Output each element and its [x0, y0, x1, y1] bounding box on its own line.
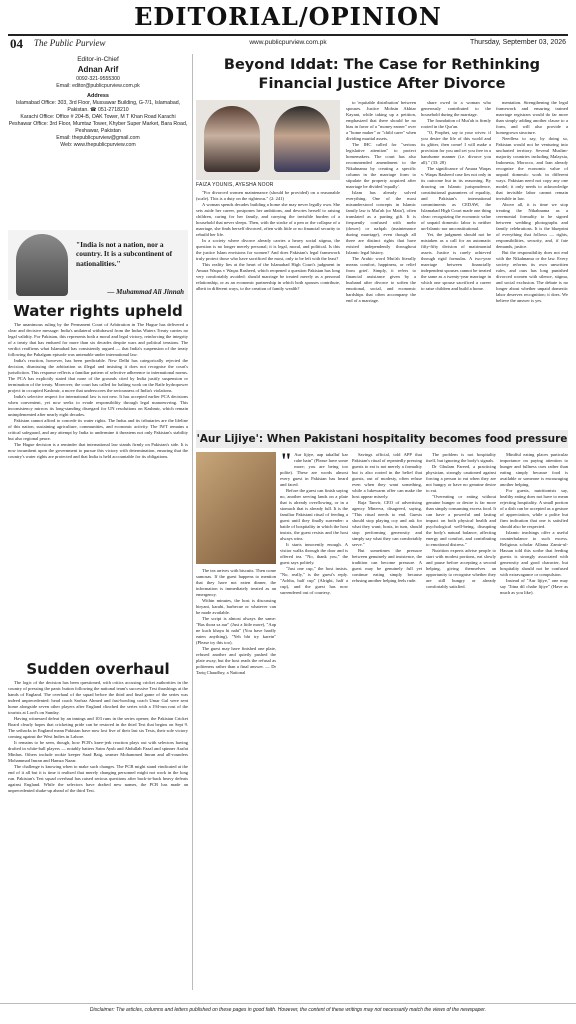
water-rights-headline: Water rights upheld: [13, 302, 183, 320]
address-heading: Address: [86, 92, 109, 99]
sudden-overhaul-body: [8, 680, 188, 998]
paragraph: A woman spends decades building a home she may never legally own. She sets aside her career, postpones her ambitions, and devotes herself to raising children, caring for her family, and carrying the invisible burden of a household that never sleeps. Then, with the stroke of a pen or the collapse of a marriage, she finds herself divorced, often with little or no financial security to rebuild her life.: [196, 202, 340, 237]
paragraph: mentation. Strengthening the legal framework and ensuring trained marriage registrars would do far more than simply adding another clause to a form, and will also provide a homegrown structure.: [496, 100, 568, 135]
paragraph: share owed to a woman who generously contributed to the household during the marriage.: [421, 100, 491, 117]
aur-lijiye-col1: [280, 452, 348, 998]
author-photo: [274, 106, 330, 172]
paragraph: But sometimes the pressure between genuinely and insistence, the tradition can become pressure. A guest may be genuinely full yet continue eating simply because refusing another helping feels rude.: [352, 548, 422, 583]
paragraph: In a society where divorce already carries a heavy social stigma, the question is no longer merely personal; it is legal, moral, and political. Is this the justice Islam envisions for women? And does Pakistan's legal framework truly protect those who have sacrificed the most, only to be left with the least?: [196, 238, 340, 261]
paragraph: The foundation of Mut'ah is firmly rooted in the Qur'an.: [421, 118, 491, 129]
peshawar-office: Peshawar Office: 3rd Floor, Mumtaz Tower, Khyber Super Market, Bara Road, Peshawar, Pakistan: [8, 121, 188, 135]
contact-email[interactable]: Email: thepublicpurview@gmail.com: [56, 135, 140, 142]
paragraph: For guests, nutritionists say, healthy eating does not have to mean rejecting hospitality. A small portion of a dish can be accepted as a gesture of appreciation, while a polite but firm indication that one is satisfied should also be respected.: [500, 488, 568, 529]
aur-lijiye-col2: [196, 568, 276, 998]
food-photo: [196, 452, 276, 564]
paragraph: "Overeating or eating without genuine hunger or desire is far more than simply consuming excess food. It can have a powerful and lasting impact on both physical health and psychological well-being, disrupting the body's natural balance, affecting energy and comfort, and contributing to emotional distress.": [426, 494, 496, 547]
paragraph: Needless to say, by doing so, Pakistan would not be venturing into uncharted territory. Several Muslim-majority countries including Malaysia, Indonesia, Morocco, and Iran already recognize the economic value of unpaid domestic work in different ways. Pakistan need not copy any one model; it only needs to acknowledge that invisible labor cannot remain invisible in law.: [496, 136, 568, 201]
islamabad-office: Islamabad Office: 303, 3rd Floor, Mussawar Building, G-7/1, Islamabad, Pakistan. ☎ 051-2718210: [15, 100, 181, 114]
paragraph: The logic of the decision has been questioned, with critics accusing cricket authorities in the country of pressing the panic button following the national team's successive Test thrashings at the hands of England. The overhaul of the squad before the third and final game of the series was indeed unprecedented: head coach Sarfraz Ahmed and fast-bowling coach Umar Gul were sent home alongside seven other players after England clinched the series with a 194-run rout of the tourists at Lord's on Sunday.: [8, 680, 188, 715]
section-title: EDITORIAL/OPINION: [134, 2, 442, 31]
editor-email[interactable]: Email: editor@publicpurview.com.pk: [56, 82, 140, 89]
paragraph: The challenge is knowing when to make such changes. The PCB might stand vindicated at the end of it all but it is time it realised that merely changing personnel might not work in the long run. Pakistan's Test squad overhaul has raised serious questions after back-to-back heavy defeats against England. While the selectors have drafted new names, the PCB has made an unprecedented shake-up ahead of the third Test.: [8, 764, 188, 793]
main-article-col1: [196, 190, 340, 426]
paragraph: Instead of "Aur lijiye," one may say "Jitna dil chahe lijiye" (Have as much as you like).: [500, 578, 568, 595]
masthead-rule: [8, 34, 568, 36]
left-sidebar: [8, 54, 188, 149]
paragraph: The tea arrives with biscuits. Then come samosas. If the guest happens to mention that they have not eaten dinner, the information is immediately treated as an emergency.: [196, 568, 276, 597]
karachi-office: Karachi Office: Office # 204-B, OAK Tower, M T Khan Road Karachi: [20, 114, 176, 121]
issue-date: Thursday, September 03, 2026: [470, 39, 566, 46]
main-headline: Beyond Iddat: The Case for Rethinking Financial Justice After Divorce: [223, 57, 541, 92]
paragraph: Mindful eating places particular importance on paying attention to hunger and fullness cues rather than eating simply because food is available or someone is encouraging another helping.: [500, 452, 568, 487]
paragraph: Before the guest can finish saying no, another serving lands on a plate that is already overflowing, or in a stomach that is already full. It is the familiar Pakistani ritual of feeding a guest until they finally surrender: a battle of hospitality in which the host insists, the guest resists and the host always wins.: [280, 488, 348, 541]
disclaimer: Disclaimer: The articles, columns and letters published on these pages in good faith. However, the content of these writings may not necessarily match the views of the newspaper.: [0, 1003, 576, 1013]
paragraph: Pakistan cannot afford to concede its water rights. The Indus and its tributaries are the lifeline of this nation, sustaining agriculture, communities, and economic activity. The IWT remains a critical safeguard, and any attempt by India to undermine it threatens not only Pakistan's stability but also regional peace.: [8, 418, 188, 441]
paragraph: The script is almost always the same: "Bas thora sa aur" (Just a little more), "Aap ne kuch khaya hi nahi" (You have hardly eaten anything), "Yeh bhi try karein" (Please try this too).: [196, 616, 276, 645]
authors-photo: [196, 100, 340, 180]
paragraph: This reality lies at the heart of the Islamabad High Court's judgment in Amara Waqas v Waqas Rasheed, which reopened a question Pakistan has long very comfortably avoided: should marriage be treated merely as a personal relationship, or as an economic partnership in which both spouses contribute, albeit in different ways, to the creation of family wealth?: [196, 262, 340, 291]
paragraph: The significance of Amara Waqas v. Waqas Rasheed case lies not only in its outcome but in its reasoning. By drawing on Islamic jurisprudence, constitutional guarantees of equality, and Pakistan's international commitments as CEDAW, the Islamabad High Court made one thing clear: recognizing the economic value of unpaid domestic labor is neither un-Islamic nor unconstitutional.: [421, 166, 491, 231]
aur-lijiye-headline: 'Aur Lijiye': When Pakistani hospitality becomes food pressure: [196, 430, 568, 448]
paragraph: India's reaction, however, has been predictable. New Delhi has categorically rejected the decision, dismissing the arbitration as illegal and insisting it does not recognise the court's jurisdiction. This response reflects a familiar pattern of selective adherence to international norms. The PCA has explicitly stated that none of the grounds cited by India justify suspension or termination of the treaty. Moreover, the court has called for halting work on the Ratle hydropower project in occupied Kashmir, a move that underscores the seriousness of India's violations.: [8, 358, 188, 393]
column-divider: [192, 54, 193, 990]
paragraph: Savings official, told APP that Pakistan's ritual of repeatedly pressing guests to eat is not merely a formality but is also rooted in the belief that guests, out of modesty, often refuse even when they want something, while a lukewarm offer can make the host appear miserly.: [352, 452, 422, 499]
aur-lijiye-col4: [426, 452, 496, 998]
paragraph: Islamic teachings offer a useful counterbalance to such excess. Religious scholar Allama Zamir-ul-Hassan told this scribe that feeding guests is strongly associated with generosity and good character, but hospitality should not be confused with extravagance or compulsion.: [500, 530, 568, 577]
paragraph: "O, Prophet, say to your wives: if you desire the life of this world and its glitter, then come! I will make a provision for you and set you free in a handsome manner (i.e. divorce you all)." (33: 28): [421, 130, 491, 165]
paragraph: India's selective respect for international law is not new. It has accepted earlier PCA decisions when convenient, yet now seeks to evade responsibility through legal manoeuvring. This inconsistency mirrors its long-standing disregard for UN resolutions on Kashmir, which remain unimplemented after nearly eight decades.: [8, 394, 188, 417]
editor-phone: 0092-321-9555300: [76, 75, 120, 82]
paragraph: The unanimous ruling by the Permanent Court of Arbitration in The Hague has delivered a clear and decisive message: India's unilateral withdrawal from the Indus Waters Treaty carries no legal validity. For Pakistan, this represents both a moral and legal victory, reinforcing the integrity of a treaty that has endured for more than six decades despite wars and political tensions. The verdict reaffirms what Islamabad has consistently argued — that India's suspension of the treaty following the Pahalgam episode was untenable under international law.: [8, 322, 188, 357]
main-article-col4: [496, 100, 568, 426]
paragraph: Within minutes, the host is discussing biryani, karahi, barbecue or whatever can be made available.: [196, 598, 276, 615]
paragraph: "For divorced women maintenance (should be provided) on a reasonable (scale). This is a duty on the righteous." (2: 241): [196, 190, 340, 201]
quote-text: "India is not a nation, nor a country. It is a subcontinent of nationalities.": [76, 240, 173, 268]
byline: FAIZA YOUNIS, AYESHA NOOR: [196, 182, 274, 188]
paper-name: The Public Purview: [34, 38, 106, 48]
quote-box: [8, 230, 188, 300]
jinnah-portrait: [16, 234, 68, 296]
paragraph: The Arabic word Mut'ah literally means comfort, happiness, or relief from grief. Simply, it refers to financial assistance given by a husband after divorce to soften the emotional, social, and economic hardships that often accompany the end of a marriage.: [346, 256, 416, 303]
paragraph: The guest may have finished one plate, refused another and quietly pushed the plate away, but the host reads the refusal as politeness rather than a final answer. — Dr Tariq Chaudhry, a National: [196, 646, 276, 675]
quote-author: — Muhammad Ali Jinnah: [107, 288, 184, 296]
paragraph: But the responsibility does not end with the Nikahnama or the law. Every society reforms its own unwritten rules, and ours has long punished divorced women with silence, stigma, and social exclusion. The debate is no longer about whether unpaid domestic labor deserves recognition; it does. We believe the answer is yes.: [496, 250, 568, 303]
paragraph: Having witnessed defeat by an innings and 103 runs in the series opener, the Pakistan Cricket Board clearly hopes that cricketing pride can be restored in the third Test that begins on Sept 9. The setbacks in England mean Pakistan have now lost five of their last six Tests, their sole victory coming against the West Indies in Lahore.: [8, 716, 188, 739]
paragraph: Nutrition experts advise people to start with modest portions, eat slowly and pause before accepting a second helping, giving themselves an opportunity to recognise whether they are still hungry or already comfortably satisfied.: [426, 548, 496, 589]
author-photo: [204, 106, 260, 172]
main-article-col2: [346, 100, 416, 426]
paragraph: Above all, it is time we stop treating the Nikahnama as a ceremonial formality to be signed between wedding photographs and family celebrations. It is the blueprint of everything that follows — rights, responsibilities, security, and, if fate demands, justice.: [496, 202, 568, 249]
paragraph: The Hague decision is a reminder that international law stands firmly on Pakistan's side. It is now incumbent upon the government to pursue this victory with determination, ensuring that the country's water rights are protected and that India is held accountable for its obligations.: [8, 442, 188, 459]
drop-cap: ": [280, 452, 293, 473]
paragraph: Yet, the judgment should not be mistaken as a call for an automatic fifty-fifty division of matrimonial assets. Justice is rarely achieved through rigid formulas. A two-year marriage between financially independent spouses cannot be treated the same as a twenty-year marriage in which one spouse sacrificed a career to raise children and build a home.: [421, 232, 491, 291]
paragraph: Dr Ghulam Fareed, a practicing physician, strongly cautioned against forcing a person to eat when they are not hungry or have no genuine desire to eat.: [426, 464, 496, 493]
editor-box: [8, 56, 188, 149]
paragraph: " Aur lijiye, aap takalluf kar rahe hain" (Please have some more; you are being too polite). These are words almost every guest in Pakistan has heard and faced.: [280, 452, 348, 487]
masthead: [0, 0, 576, 50]
paragraph: It starts innocently enough. A visitor walks through the door and is offered tea. "No, thank you," the guest says politely.: [280, 542, 348, 565]
main-article-col3: [421, 100, 491, 426]
page-number: 04: [10, 36, 23, 51]
sudden-overhaul-headline: Sudden overhaul: [26, 660, 170, 678]
editor-role: Editor-in-Chief: [77, 56, 119, 63]
aur-lijiye-col3: [352, 452, 422, 998]
paragraph: It remains to be seen, though, how PCB's knee-jerk reaction plays out with selectors having drafted in white-ball players — notably batters Saim Ayub and Abdullah Fazal and spinner Arafat Minhas. Others include rookie keeper Saad Baig, seamer Mohammed Imran and all-rounders Mohammad Imran and Hamza Nazar.: [8, 740, 188, 763]
water-rights-body: [8, 322, 188, 656]
paragraph: to 'equitable distribution' between spouses. Justice Mohsin Akhtar Kayani, while taking up a petition, emphasized that there should be no bias in favor of a "money earner" over a "home maker" or "child carer" when dividing marital assets.: [346, 100, 416, 141]
paragraph: The IHC called for "serious legislative attention" to protect homemakers. The court has also recommended amendment to the Nikahnama by creating a specific column in the marriage form to stipulate the property acquired after marriage be divided 'equally'.: [346, 142, 416, 189]
paragraph: Islam has already solved everything. One of the most misunderstood concepts in Islamic family law is Mut'ah (or Mata'), often translated as a parting gift. It is frequently confused with mehr (dower) or nafqah (maintenance during marriage), even though all three are distinct rights that have existed independently throughout Islamic legal history.: [346, 190, 416, 255]
editor-name: Adnan Arif: [77, 64, 119, 74]
website-link[interactable]: www.publicpurview.com.pk: [249, 39, 327, 46]
contact-web[interactable]: Web: www.thepublicpurview.com: [60, 142, 136, 149]
paragraph: Raja Tanvir, CEO of advertising agency Minerva, disagreed, saying, "This ritual needs to end. Guests should stop playing coy and ask for what they want; hosts, in turn, should stop performing generosity and simply say what they can comfortably serve.": [352, 500, 422, 547]
paragraph: "Just one cup," the host insists. "No, really," is the guest's reply. "Achha, half cup" (Alright, half a cup), and the guest has now surrendered out of courtesy.: [280, 566, 348, 595]
aur-lijiye-col5: [500, 452, 568, 998]
paragraph: The problem is not hospitality itself, but ignoring the body's signals.: [426, 452, 496, 463]
